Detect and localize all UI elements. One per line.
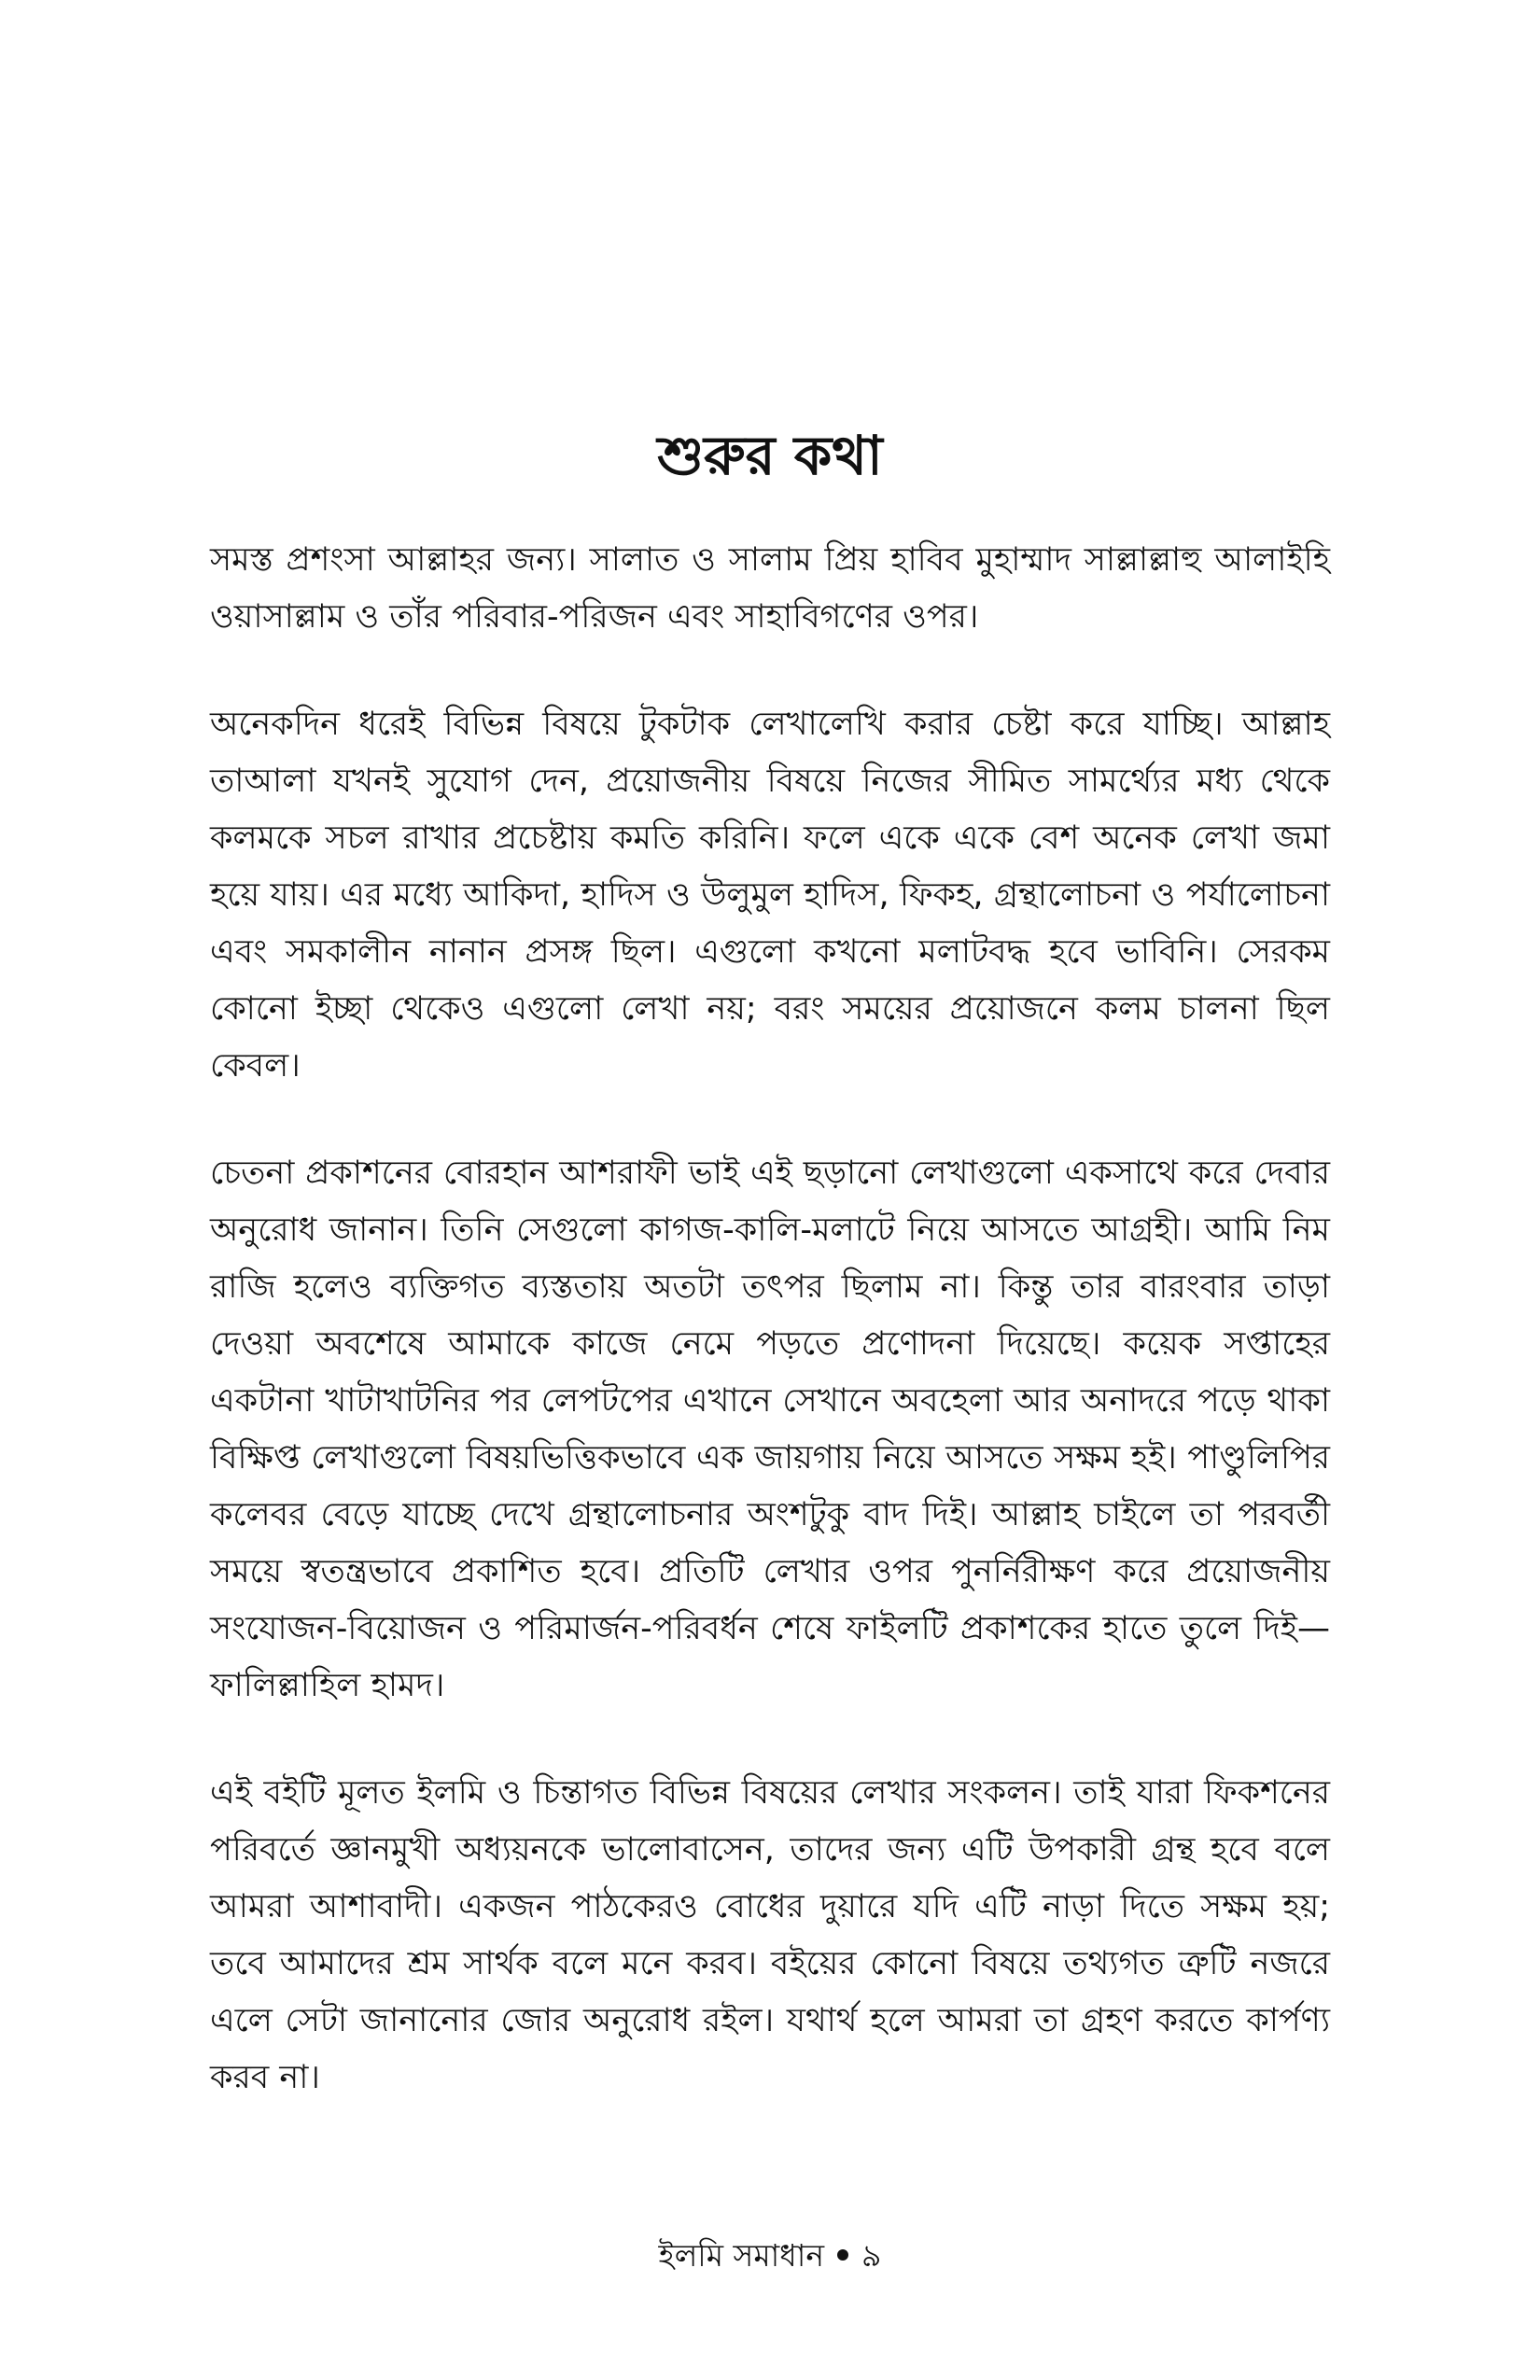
chapter-title: শুরুর কথা: [657, 424, 883, 487]
bullet-separator: [837, 2249, 848, 2261]
page-number: ৯: [861, 2237, 882, 2274]
paragraph-2: অনেকদিন ধরেই বিভিন্ন বিষয়ে টুকটাক লেখালেখি করার চেষ্টা করে যাচ্ছি। আল্লাহ তাআলা যখনই সুযোগ দেন, প্রয়োজনীয় বিষয়ে নিজের সীমিত সামর্থ্যের মধ্য থেকে কলমকে সচল রাখার প্রচেষ্টায় কমতি করিনি। ফলে একে একে বেশ অনেক লেখা জমা হয়ে যায়। এর মধ্যে আকিদা, হাদিস ও উলুমুল হাদিস, ফিকহ, গ্রন্থালোচনা ও পর্যালোচনা এবং সমকালীন নানান প্রসঙ্গ ছিল। এগুলো কখনো মলাটবদ্ধ হবে ভাবিনি। সেরকম কোনো ইচ্ছা থেকেও এগুলো লেখা নয়; বরং সময়ের প্রয়োজনে কলম চালনা ছিল কেবল।: [210, 706, 1330, 1085]
paragraph-3: চেতনা প্রকাশনের বোরহান আশরাফী ভাই এই ছড়ানো লেখাগুলো একসাথে করে দেবার অনুরোধ জানান। তিনি সেগুলো কাগজ-কালি-মলাটে নিয়ে আসতে আগ্রহী। আমি নিম রাজি হলেও ব্যক্তিগত ব্যস্ততায় অতটা তৎপর ছিলাম না। কিন্তু তার বারংবার তাড়া দেওয়া অবশেষে আমাকে কাজে নেমে পড়তে প্রণোদনা দিয়েছে। কয়েক সপ্তাহের একটানা খাটাখাটনির পর লেপটপের এখানে সেখানে অবহেলা আর অনাদরে পড়ে থাকা বিক্ষিপ্ত লেখাগুলো বিষয়ভিত্তিকভাবে এক জায়গায় নিয়ে আসতে সক্ষম হই। পাণ্ডুলিপির কলেবর বেড়ে যাচ্ছে দেখে গ্রন্থালোচনার অংশটুকু বাদ দিই। আল্লাহ চাইলে তা পরবর্তী সময়ে স্বতন্ত্রভাবে প্রকাশিত হবে। প্রতিটি লেখার ওপর পুনর্নিরীক্ষণ করে প্রয়োজনীয় সংযোজন-বিয়োজন ও পরিমার্জন-পরিবর্ধন শেষে ফাইলটি প্রকাশকের হাতে তুলে দিই—ফালিল্লাহিল হামদ।: [210, 1155, 1330, 1704]
paragraph-4: এই বইটি মূলত ইলমি ও চিন্তাগত বিভিন্ন বিষয়ের লেখার সংকলন। তাই যারা ফিকশনের পরিবর্তে জ্ঞানমুখী অধ্যয়নকে ভালোবাসেন, তাদের জন্য এটি উপকারী গ্রন্থ হবে বলে আমরা আশাবাদী। একজন পাঠকেরও বোধের দুয়ারে যদি এটি নাড়া দিতে সক্ষম হয়; তবে আমাদের শ্রম সার্থক বলে মনে করব। বইয়ের কোনো বিষয়ে তথ্যগত ত্রুটি নজরে এলে সেটা জানানোর জোর অনুরোধ রইল। যথার্থ হলে আমরা তা গ্রহণ করতে কার্পণ্য করব না।: [210, 1774, 1330, 2096]
chapter-body: [210, 532, 1330, 2157]
paragraph-1: সমস্ত প্রশংসা আল্লাহর জন্য। সালাত ও সালাম প্রিয় হাবিব মুহাম্মাদ সাল্লাল্লাহু আলাইহি ওয়াসাল্লাম ও তাঁর পরিবার-পরিজন এবং সাহাবিগণের ওপর।: [210, 541, 1330, 636]
footer-book-title: ইলমি সমাধান: [658, 2237, 825, 2274]
page-footer: [0, 2233, 1540, 2279]
